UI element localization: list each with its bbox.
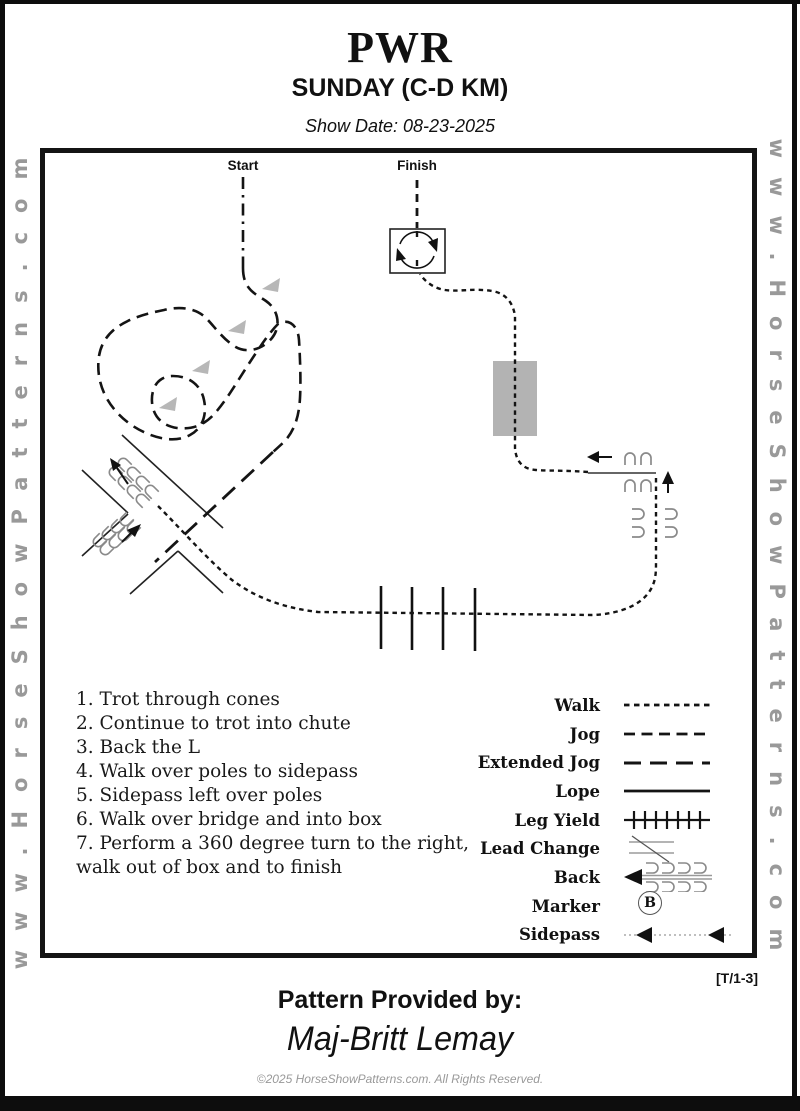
trot-into-chute-path xyxy=(155,452,273,562)
gait-legend xyxy=(440,691,740,949)
watermark-right: www.HorseShowPatterns.com xyxy=(765,138,789,970)
instruction-line: 4. Walk over poles to sidepass xyxy=(76,761,358,782)
legend-label: Walk xyxy=(554,695,600,715)
legend-label: Marker xyxy=(531,896,600,916)
page-subtitle: SUNDAY (C-D KM) xyxy=(291,74,509,102)
cone-icon xyxy=(262,278,280,292)
cone-icon xyxy=(159,397,177,411)
copyright-notice: ©2025 HorseShowPatterns.com. All Rights Reserved. xyxy=(256,1072,544,1086)
l-chute-walls xyxy=(82,435,223,594)
instruction-line: 2. Continue to trot into chute xyxy=(76,713,351,734)
legend-label: Lope xyxy=(555,781,600,801)
instruction-line: 3. Back the L xyxy=(76,737,201,758)
walk-up-arrow-icon xyxy=(662,471,674,493)
finish-label: Finish xyxy=(397,158,437,173)
marker-icon xyxy=(622,891,734,921)
walk-line-icon xyxy=(622,690,734,720)
sidepass-obstacle xyxy=(587,451,677,537)
legend-row-sidepass xyxy=(440,921,740,950)
provided-by-label: Pattern Provided by: xyxy=(277,986,523,1014)
back-symbols-lower xyxy=(91,512,141,557)
show-date: Show Date: 08-23-2025 xyxy=(304,116,496,136)
instruction-line: 1. Trot through cones xyxy=(76,689,280,710)
jog-serpentine-path xyxy=(98,268,300,452)
pattern-code: [T/1-3] xyxy=(716,970,758,986)
extended-jog-line-icon xyxy=(622,748,734,778)
legend-label: Extended Jog xyxy=(477,753,600,773)
instruction-line: 5. Sidepass left over poles xyxy=(76,785,323,806)
legend-label: Sidepass xyxy=(518,925,600,945)
legend-row-back xyxy=(440,863,740,892)
watermark-left: www.HorseShowPatterns.com xyxy=(8,138,32,970)
cone-icon xyxy=(192,360,210,374)
page-border-bottom xyxy=(0,1096,800,1111)
instruction-line: 6. Walk over bridge and into box xyxy=(76,809,382,830)
lead-change-icon xyxy=(622,834,734,864)
legend-label: Back xyxy=(553,867,600,887)
jog-line-icon xyxy=(622,719,734,749)
cone-icon xyxy=(228,320,246,334)
provider-name: Maj-Britt Lemay xyxy=(286,1020,514,1058)
sidepass-left-arrow-icon xyxy=(587,451,612,463)
legend-row-lope xyxy=(440,777,740,806)
start-label: Start xyxy=(227,158,259,173)
legend-label: Jog xyxy=(569,724,600,744)
turn-box xyxy=(390,229,445,273)
legend-row-jog xyxy=(440,720,740,749)
walk-path-bottom xyxy=(158,474,656,615)
leg-yield-icon xyxy=(622,805,734,835)
legend-label: Lead Change xyxy=(480,839,600,859)
legend-row-lead-change xyxy=(440,834,740,863)
page-border-top xyxy=(0,0,800,4)
legend-row-leg-yield xyxy=(440,806,740,835)
sidepass-icon xyxy=(622,920,734,950)
page-title: PWR xyxy=(347,23,453,72)
back-icon xyxy=(622,862,734,892)
legend-label: Leg Yield xyxy=(514,810,600,830)
legend-row-marker xyxy=(440,892,740,921)
walk-over-poles xyxy=(381,586,475,651)
marker-letter: B xyxy=(644,895,656,912)
instruction-line: 7. Perform a 360 degree turn to the right, walk out of box and to finish xyxy=(76,833,469,878)
legend-row-walk xyxy=(440,691,740,720)
legend-row-extended-jog xyxy=(440,748,740,777)
lope-line-icon xyxy=(622,776,734,806)
